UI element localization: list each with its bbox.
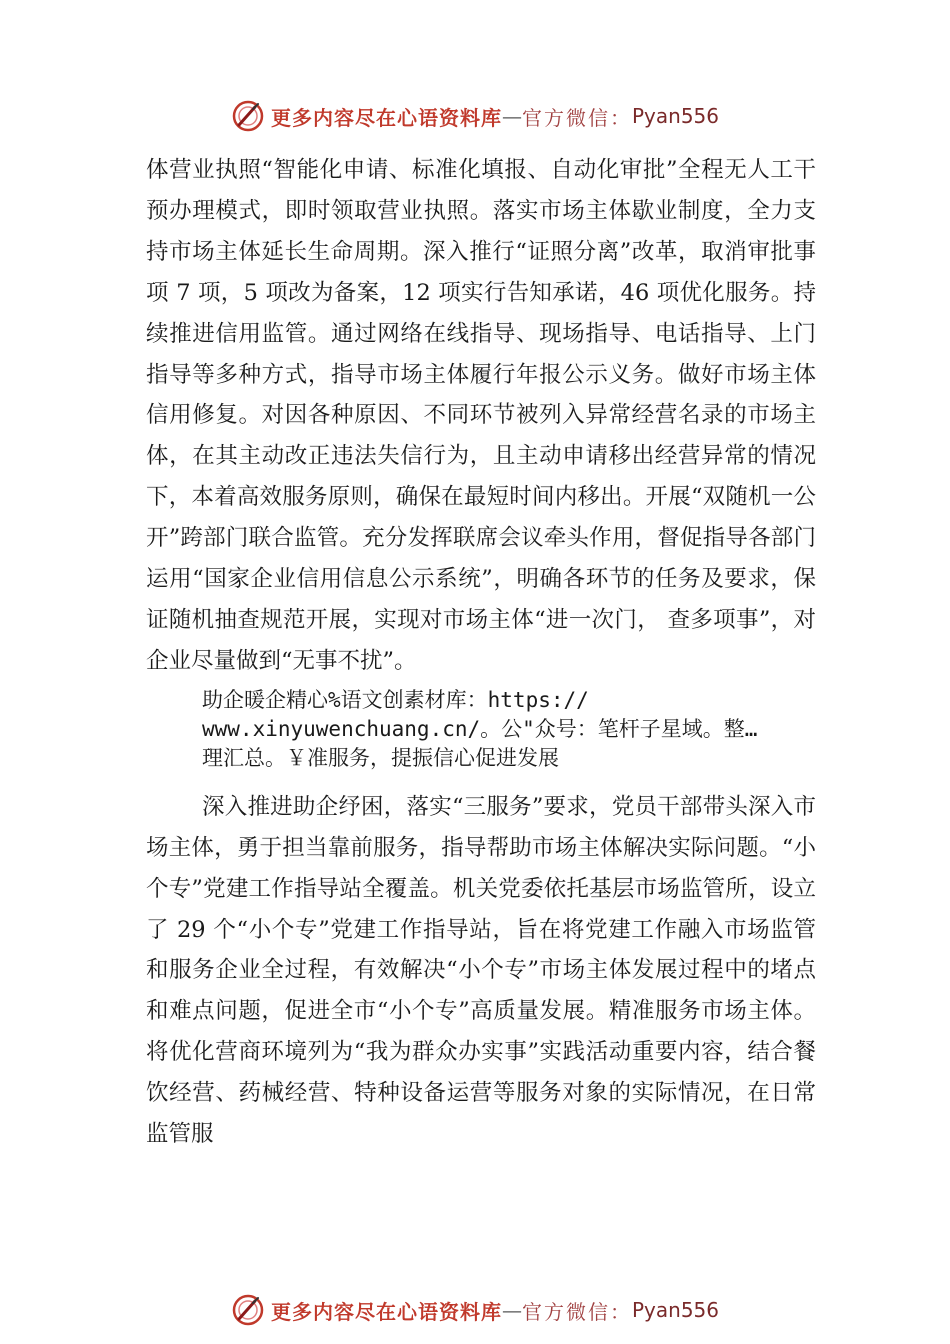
banner-wechat-id: Pyan556 bbox=[631, 104, 719, 128]
footer-banner bbox=[0, 1290, 950, 1330]
paragraph-2: 深入推进助企纾困，落实“三服务”要求，党员干部带头深入市场主体，勇于担当靠前服务，指导帮助市场主体解决实际问题。“小个专”党建工作指导站全覆盖。机关党委依托基层市场监管所，设立了 29 个“小个专”党建工作指导站，旨在将党建工作融入市场监管和服务企业全过程，有效解决“小个专”市场主体发展过程中的堵点和难点问题，促进全市“小个专”高质量发展。精准服务市场主体。将优化营商环境列为“我为群众办实事”实践活动重要内容，结合餐饮经营、药械经营、特种设备运营等服务对象的实际情况，在日常监管服 bbox=[146, 793, 816, 1148]
header-banner bbox=[0, 96, 950, 136]
document-body bbox=[146, 150, 816, 1155]
brush-seal-logo-icon bbox=[231, 1293, 265, 1327]
banner-title: 更多内容尽在心语资料库 bbox=[270, 105, 502, 130]
brush-seal-logo-icon bbox=[231, 99, 265, 133]
watermark-line-2: www.xinyuwenchuang.cn/。公"众号：笔杆子星域。整… bbox=[202, 716, 758, 741]
watermark-line-3: 理汇总。￥准服务，提振信心促进发展 bbox=[202, 745, 559, 770]
banner-wechat-label: 官方微信： bbox=[521, 105, 632, 130]
footer-banner-wechat-label: 官方微信： bbox=[521, 1299, 632, 1324]
watermark-line-1: 助企暖企精心%语文创素材库：https:// bbox=[202, 687, 589, 712]
footer-banner-title: 更多内容尽在心语资料库 bbox=[270, 1299, 502, 1324]
paragraph-1: 体营业执照“智能化申请、标准化填报、自动化审批”全程无人工干预办理模式，即时领取营业执照。落实市场主体歇业制度，全力支持市场主体延长生命周期。深入推行“证照分离”改革，取消审批事项 7 项，5 项改为备案，12 项实行告知承诺，46 项优化服务。持续推进信用监管。通过网络在线指导、现场指导、电话指导、上门指导等多种方式，指导市场主体履行年报公示义务。做好市场主体信用修复。对因各种原因、不同环节被列入异常经营名录的市场主体，在其主动改正违法失信行为，且主动申请移出经营异常的情况下，本着高效服务原则，确保在最短时间内移出。开展“双随机一公开”跨部门联合监管。充分发挥联席会议牵头作用，督促指导各部门运用“国家企业信用信息公示系统”，明确各环节的任务及要求，保证随机抽查规范开展，实现对市场主体“进一次门， 查多项事”，对企业尽量做到“无事不扰”。 bbox=[146, 157, 816, 674]
watermark-block bbox=[202, 686, 822, 773]
footer-banner-wechat-id: Pyan556 bbox=[631, 1298, 719, 1322]
banner-separator: — bbox=[501, 104, 522, 128]
footer-banner-separator: — bbox=[501, 1298, 522, 1322]
